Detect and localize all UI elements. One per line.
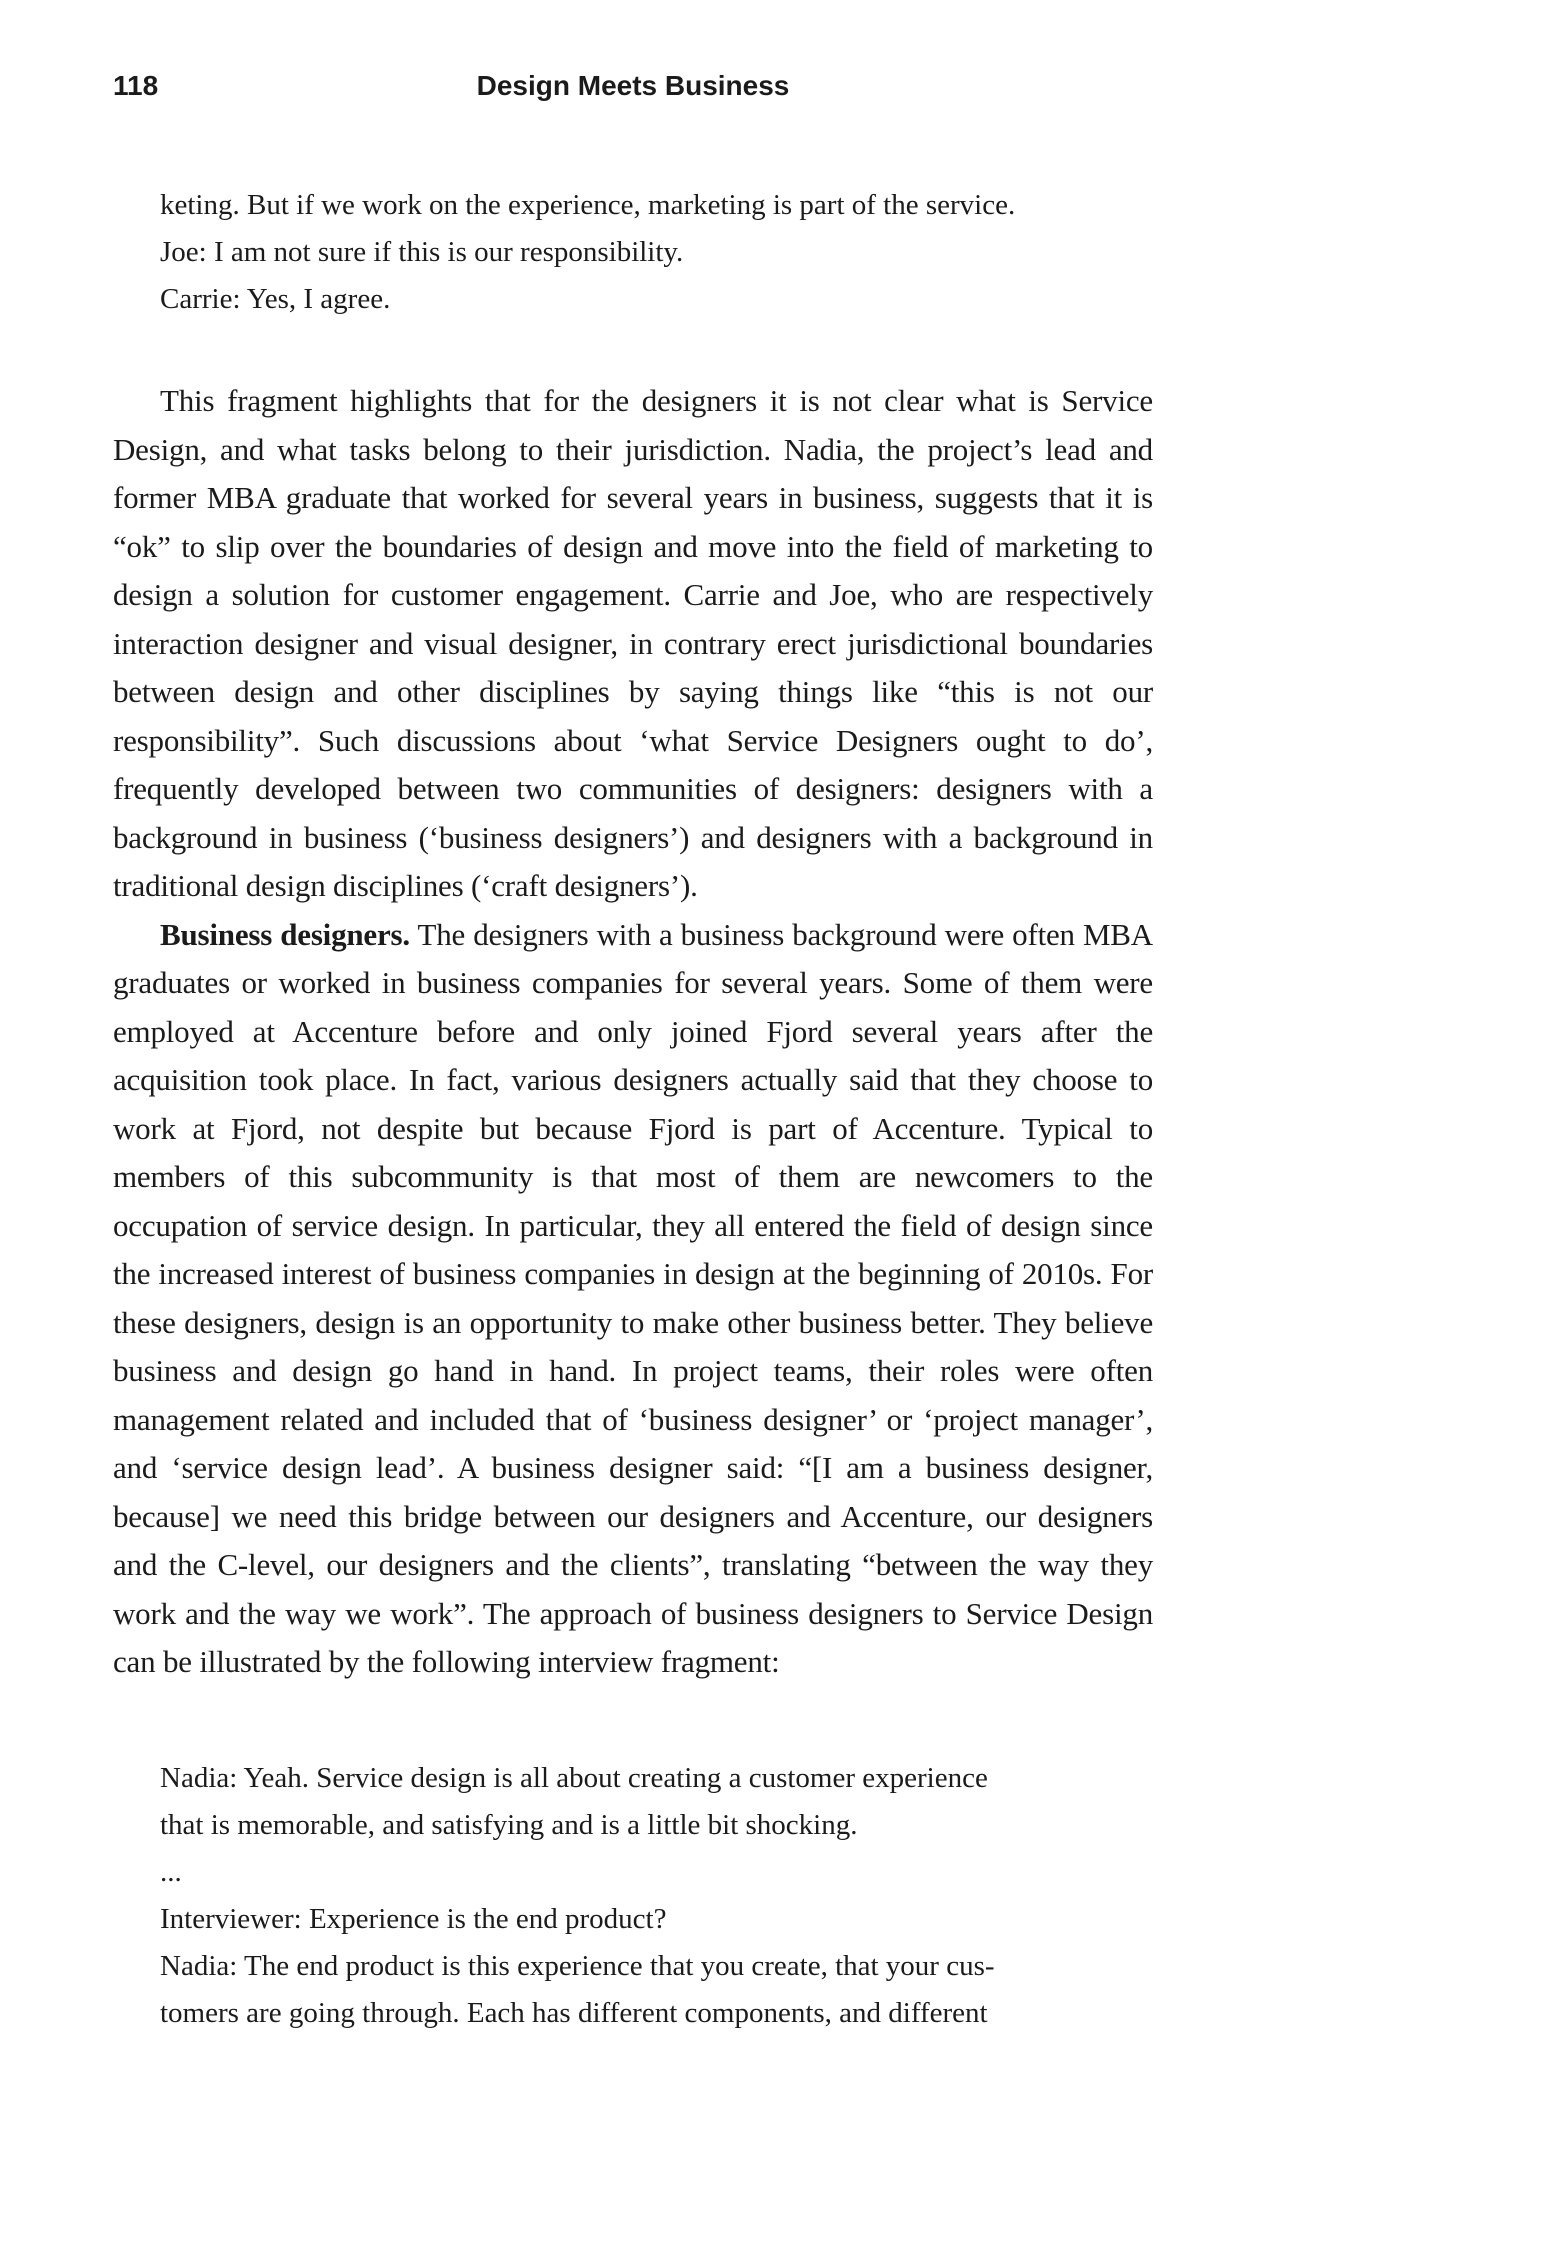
quote-line: Nadia: Yeah. Service design is all about creating a customer experience: [160, 1761, 988, 1794]
paragraph-business-designers: [113, 911, 1153, 1687]
paragraph-fragment-discussion: This fragment highlights that for the designers it is not clear what is Service Design, and what tasks belong to their jurisdiction. Nadia, the project’s lead and former MBA graduate that worked for several years in business, suggests that it is “ok” to slip over the boundaries of design and move into the field of marketing to design a solution for customer engagement. Carrie and Joe, who are respectively interaction designer and visual designer, in contrary erect jurisdictional boundaries between design and other disciplines by saying things like “this is not our responsibility”. Such discussions about ‘what Service Designers ought to do’, frequently developed between two communities of designers: designers with a background in business (‘business designers’) and designers with a background in traditional design disciplines (‘craft designers’).: [113, 383, 1153, 903]
page-number: 118: [113, 70, 159, 101]
quote-line: Nadia: The end product is this experience that you create, that your cus-: [160, 1949, 995, 1982]
quote-line: ...: [160, 1855, 182, 1888]
top-interview-quote: [113, 182, 1153, 323]
quote-line: that is memorable, and satisfying and is a little bit shocking.: [160, 1808, 858, 1841]
quote-line: Joe: I am not sure if this is our responsibility.: [160, 236, 684, 268]
quote-line: Carrie: Yes, I agree.: [160, 283, 391, 315]
quote-line: keting. But if we work on the experience, marketing is part of the service.: [160, 189, 1016, 221]
page-header: [113, 68, 1153, 104]
quote-line: Interviewer: Experience is the end product?: [160, 1902, 667, 1935]
running-title: Design Meets Business: [476, 70, 790, 101]
quote-line: tomers are going through. Each has different components, and different: [160, 1996, 988, 2029]
paragraph-text: The designers with a business background were often MBA graduates or worked in business companies for several years. Some of them were employed at Accenture before and only joined Fjord several years after the acquisition took place. In fact, various designers actually said that they choose to work at Fjord, not despite but because Fjord is part of Accenture. Typical to members of this subcommunity is that most of them are newcomers to the occupation of service design. In particular, they all entered the field of design since the increased interest of business companies in design at the beginning of 2010s. For these designers, design is an opportunity to make other business better. They believe business and design go hand in hand. In project teams, their roles were often management related and included that of ‘business designer’ or ‘project manager’, and ‘service design lead’. A business designer said: “[I am a business designer, because] we need this bridge between our designers and Accenture, our designers and the C-level, our designers and the clients”, translating “between the way they work and the way we work”. The approach of business designers to Service Design can be illustrated by the following interview fragment:: [113, 916, 1153, 1679]
paragraph-lead: Business designers.: [160, 916, 410, 952]
content-column: [113, 182, 1153, 2037]
bottom-interview-quote: [113, 1755, 1153, 2037]
